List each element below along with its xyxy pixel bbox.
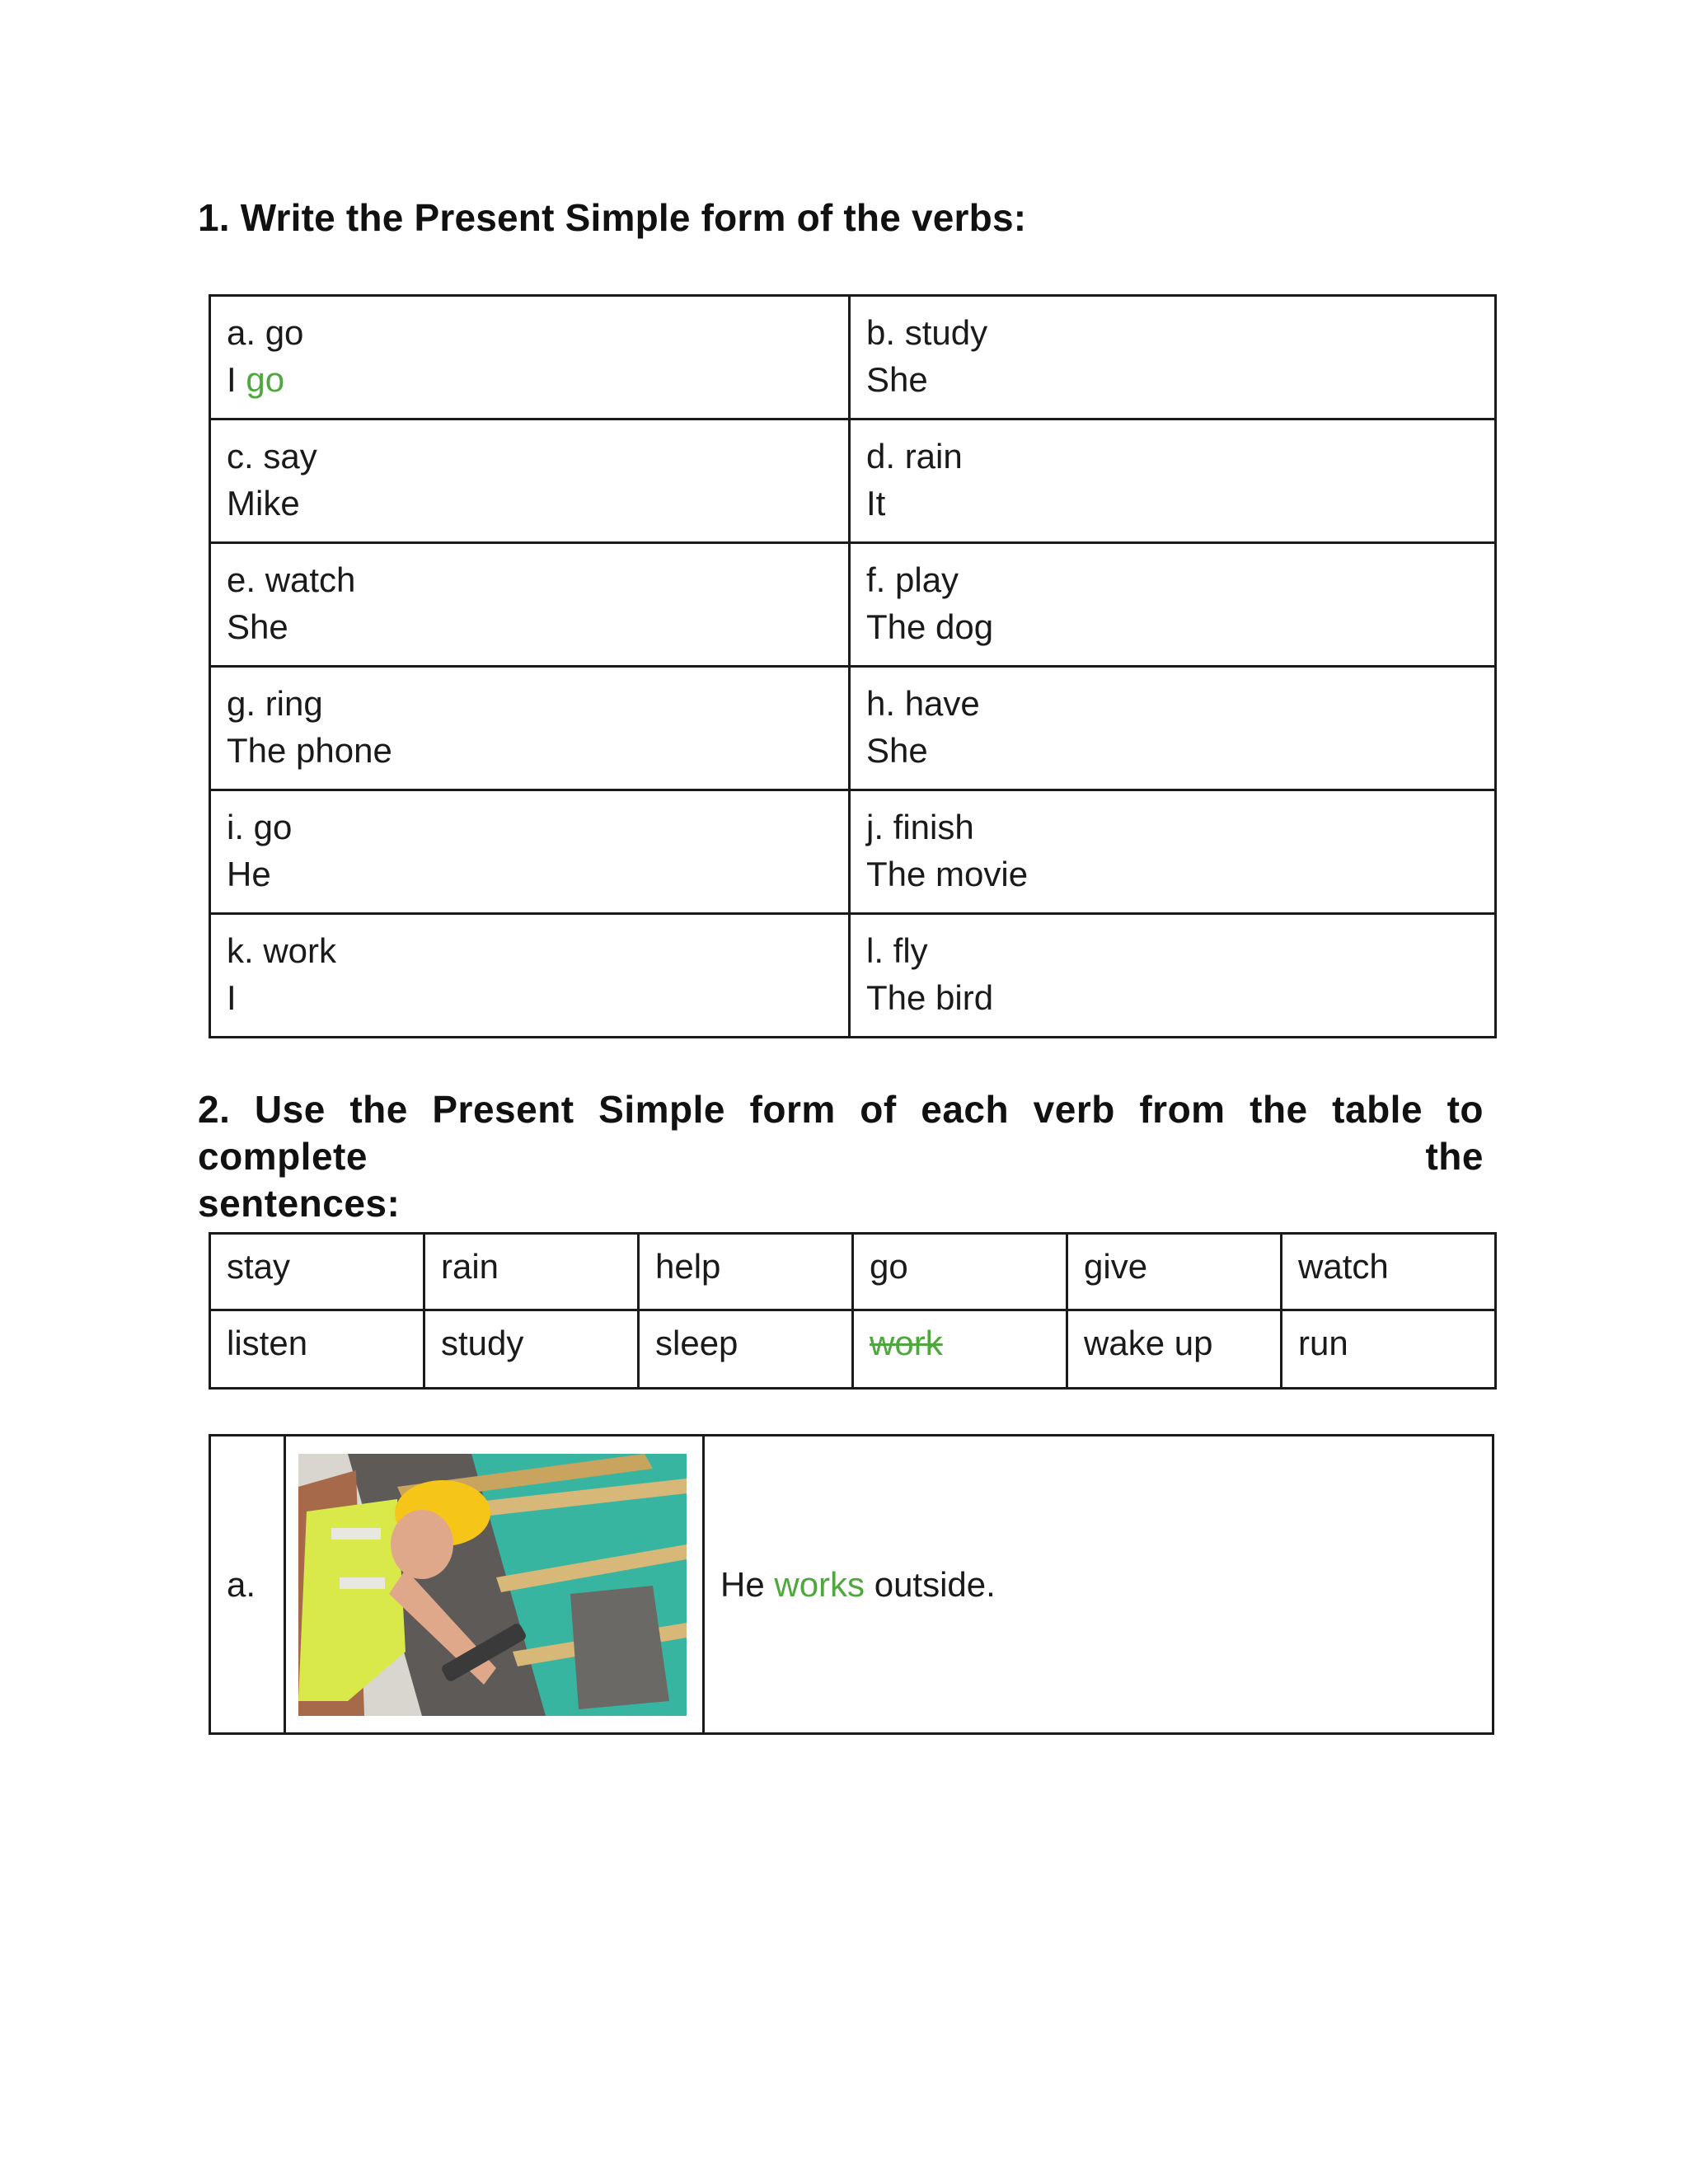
verb-prompt: a. go bbox=[227, 313, 304, 352]
word-bank-table bbox=[209, 1232, 1497, 1390]
exercise-2-heading bbox=[198, 1086, 1484, 1227]
verb-prompt: j. finish bbox=[866, 808, 974, 846]
verb-cell bbox=[850, 543, 1496, 667]
word-bank-cell: help bbox=[639, 1234, 853, 1310]
verb-cell bbox=[210, 914, 850, 1038]
verb-prompt: d. rain bbox=[866, 437, 963, 476]
verb-prompt: h. have bbox=[866, 684, 980, 723]
verb-subject: She bbox=[227, 607, 288, 646]
verb-prompt: l. fly bbox=[866, 931, 928, 970]
verb-subject: The phone bbox=[227, 731, 392, 770]
verb-cell bbox=[850, 914, 1496, 1038]
verb-cell bbox=[210, 667, 850, 790]
sentence-table bbox=[209, 1434, 1494, 1735]
verb-answer[interactable]: go bbox=[246, 360, 285, 399]
verb-cell bbox=[850, 790, 1496, 914]
verb-subject: She bbox=[866, 360, 928, 399]
word-bank-cell: give bbox=[1067, 1234, 1282, 1310]
verb-prompt: e. watch bbox=[227, 560, 356, 599]
sentence-answer[interactable]: works bbox=[774, 1565, 865, 1604]
word-bank-cell: wake up bbox=[1067, 1310, 1282, 1389]
sentence-before: He bbox=[720, 1565, 775, 1604]
verb-cell bbox=[210, 296, 850, 419]
exercise-2-heading-line2: sentences: bbox=[198, 1182, 401, 1225]
verb-subject: The bird bbox=[866, 978, 994, 1017]
sentence-picture-cell bbox=[285, 1436, 704, 1734]
word-bank-cell: rain bbox=[424, 1234, 639, 1310]
verb-subject: I bbox=[227, 360, 237, 399]
verb-cell bbox=[850, 296, 1496, 419]
verb-cell bbox=[210, 790, 850, 914]
verb-subject: He bbox=[227, 855, 271, 893]
verb-form-table bbox=[209, 294, 1497, 1038]
word-bank-cell: study bbox=[424, 1310, 639, 1389]
verb-cell bbox=[850, 667, 1496, 790]
word-bank-cell: go bbox=[853, 1234, 1067, 1310]
verb-prompt: g. ring bbox=[227, 684, 323, 723]
verb-cell bbox=[850, 419, 1496, 543]
verb-prompt: i. go bbox=[227, 808, 293, 846]
verb-prompt: c. say bbox=[227, 437, 317, 476]
sentence-text bbox=[704, 1436, 1493, 1734]
word-bank-cell: watch bbox=[1282, 1234, 1496, 1310]
verb-subject: The dog bbox=[866, 607, 994, 646]
verb-subject: The movie bbox=[866, 855, 1029, 893]
sentence-after: outside. bbox=[865, 1565, 996, 1604]
verb-subject: She bbox=[866, 731, 928, 770]
verb-cell bbox=[210, 543, 850, 667]
word-bank-cell-used bbox=[853, 1310, 1067, 1389]
verb-subject: It bbox=[866, 484, 886, 523]
used-word: work bbox=[870, 1324, 943, 1362]
verb-prompt: b. study bbox=[866, 313, 988, 352]
verb-prompt: k. work bbox=[227, 931, 337, 970]
verb-cell bbox=[210, 419, 850, 543]
word-bank-cell: stay bbox=[210, 1234, 424, 1310]
verb-subject: I bbox=[227, 978, 237, 1017]
verb-prompt: f. play bbox=[866, 560, 959, 599]
word-bank-cell: listen bbox=[210, 1310, 424, 1389]
word-bank-cell: run bbox=[1282, 1310, 1496, 1389]
verb-subject: Mike bbox=[227, 484, 300, 523]
exercise-1-heading: 1. Write the Present Simple form of the verbs: bbox=[198, 196, 1027, 239]
roofer-photo bbox=[298, 1454, 687, 1716]
exercise-2-heading-line1: 2. Use the Present Simple form of each verb from the table to complete the bbox=[198, 1088, 1484, 1178]
word-bank-cell: sleep bbox=[639, 1310, 853, 1389]
sentence-letter: a. bbox=[210, 1436, 285, 1734]
